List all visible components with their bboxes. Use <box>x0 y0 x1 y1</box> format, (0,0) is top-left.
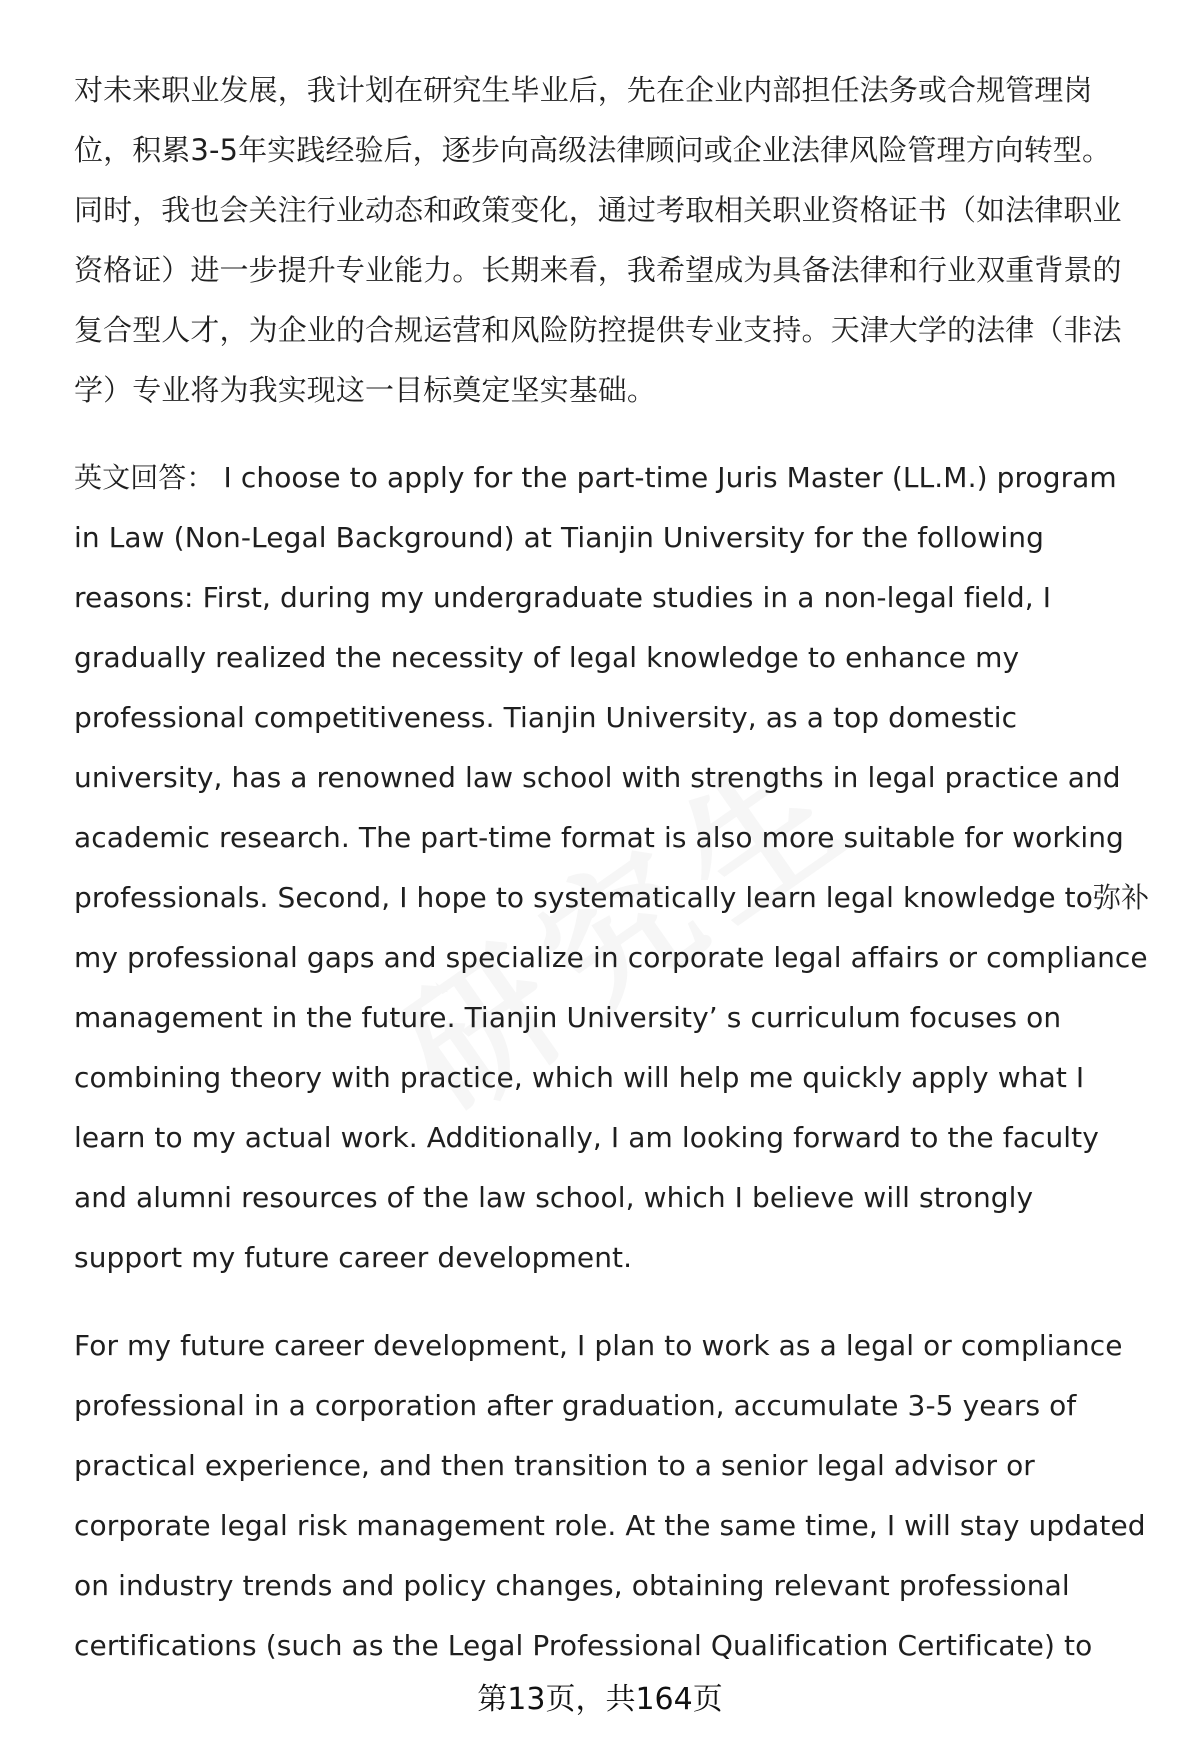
text-line: management in the future. Tianjin University’ s curriculum focuses on <box>74 1001 1062 1034</box>
text-line: reasons: First, during my undergraduate studies in a non-legal field, I <box>74 581 1052 614</box>
text-line: combining theory with practice, which will help me quickly apply what I <box>74 1061 1085 1094</box>
page-number-footer: 第13页，共164页 <box>477 1682 723 1717</box>
paragraph-gap <box>74 1288 1154 1316</box>
text-line: 学）专业将为我实现这一目标奠定坚实基础。 <box>74 373 657 407</box>
text-line: academic research. The part-time format is also more suitable for working <box>74 821 1124 854</box>
text-line: professional competitiveness. Tianjin University, as a top domestic <box>74 701 1018 734</box>
text-line: practical experience, and then transition to a senior legal advisor or <box>74 1449 1035 1482</box>
paragraph-gap <box>74 420 1154 448</box>
paragraph-career-plan-cn <box>74 60 1154 420</box>
text-line: gradually realized the necessity of legal knowledge to enhance my <box>74 641 1020 674</box>
text-line: 英文回答： I choose to apply for the part-time Juris Master (LL.M.) program <box>74 461 1117 494</box>
text-line: professional in a corporation after graduation, accumulate 3-5 years of <box>74 1389 1077 1422</box>
paragraph-english-answer <box>74 448 1154 1288</box>
text-line: 同时，我也会关注行业动态和政策变化，通过考取相关职业资格证书（如法律职业 <box>74 193 1122 227</box>
text-line: 资格证）进一步提升专业能力。长期来看，我希望成为具备法律和行业双重背景的 <box>74 253 1122 287</box>
text-line: support my future career development. <box>74 1241 633 1274</box>
text-line: certifications (such as the Legal Professional Qualification Certificate) to <box>74 1629 1093 1662</box>
paragraph-career-plan-en <box>74 1316 1154 1676</box>
text-line: professionals. Second, I hope to systematically learn legal knowledge to弥补 <box>74 881 1150 914</box>
text-line: For my future career development, I plan to work as a legal or compliance <box>74 1329 1123 1362</box>
text-line: my professional gaps and specialize in corporate legal affairs or compliance <box>74 941 1148 974</box>
text-line: 复合型人才，为企业的合规运营和风险防控提供专业支持。天津大学的法律（非法 <box>74 313 1122 347</box>
text-line: corporate legal risk management role. At the same time, I will stay updated <box>74 1509 1146 1542</box>
text-line: on industry trends and policy changes, obtaining relevant professional <box>74 1569 1070 1602</box>
document-body <box>74 60 1154 1676</box>
text-line: 对未来职业发展，我计划在研究生毕业后，先在企业内部担任法务或合规管理岗 <box>74 73 1093 107</box>
text-line: in Law (Non-Legal Background) at Tianjin University for the following <box>74 521 1044 554</box>
text-line: university, has a renowned law school with strengths in legal practice and <box>74 761 1121 794</box>
text-line: learn to my actual work. Additionally, I am looking forward to the faculty <box>74 1121 1099 1154</box>
text-line: and alumni resources of the law school, which I believe will strongly <box>74 1181 1034 1214</box>
text-line: 位，积累3-5年实践经验后，逐步向高级法律顾问或企业法律风险管理方向转型。 <box>74 133 1112 167</box>
